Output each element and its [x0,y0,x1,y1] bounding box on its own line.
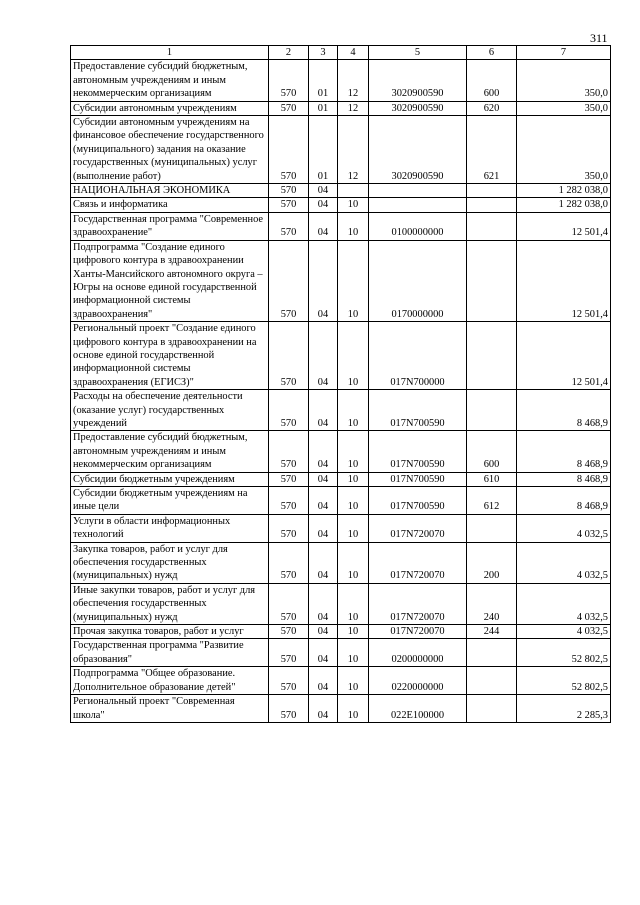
cell-sum: 8 468,9 [517,390,611,431]
cell-name: Государственная программа "Современное здравоохранение" [71,212,269,240]
cell-podrazdel: 12 [338,60,369,101]
cell-expense-type: 610 [467,472,517,486]
cell-name: НАЦИОНАЛЬНАЯ ЭКОНОМИКА [71,184,269,198]
cell-podrazdel: 10 [338,212,369,240]
cell-name: Субсидии автономным учреждениям на финансовое обеспечение государственного (муниципального) задания на оказание государственных (муниципальных) услуг (выполнение работ) [71,116,269,184]
table-row [71,667,611,695]
table-row [71,116,611,184]
cell-target-article: 0170000000 [369,240,467,321]
cell-razdel: 04 [309,198,338,212]
cell-razdel: 01 [309,116,338,184]
cell-target-article [369,184,467,198]
table-row [71,390,611,431]
cell-target-article: 017N720070 [369,583,467,624]
cell-target-article: 017N700000 [369,322,467,390]
cell-podrazdel: 10 [338,472,369,486]
cell-target-article: 022E100000 [369,695,467,723]
cell-sum: 52 802,5 [517,667,611,695]
table-row [71,212,611,240]
cell-podrazdel: 12 [338,116,369,184]
cell-name: Субсидии бюджетным учреждениям на иные цели [71,487,269,515]
cell-sum: 12 501,4 [517,322,611,390]
cell-vedomstvo: 570 [269,116,309,184]
cell-razdel: 04 [309,212,338,240]
cell-expense-type: 244 [467,625,517,639]
cell-razdel: 04 [309,240,338,321]
cell-podrazdel: 10 [338,514,369,542]
header-col-5: 5 [369,46,467,60]
cell-name: Предоставление субсидий бюджетным, автономным учреждениям и иным некоммерческим организациям [71,60,269,101]
cell-razdel: 04 [309,184,338,198]
cell-target-article: 017N720070 [369,514,467,542]
header-col-7: 7 [517,46,611,60]
cell-sum: 350,0 [517,60,611,101]
cell-target-article: 017N720070 [369,542,467,583]
table-row [71,583,611,624]
cell-name: Прочая закупка товаров, работ и услуг [71,625,269,639]
table-row [71,542,611,583]
cell-target-article: 3020900590 [369,60,467,101]
page-number: 311 [590,31,608,45]
cell-podrazdel: 10 [338,695,369,723]
cell-expense-type: 620 [467,101,517,115]
cell-vedomstvo: 570 [269,101,309,115]
cell-expense-type [467,240,517,321]
cell-name: Закупка товаров, работ и услуг для обеспечения государственных (муниципальных) нужд [71,542,269,583]
cell-sum: 2 285,3 [517,695,611,723]
cell-sum: 4 032,5 [517,514,611,542]
cell-expense-type [467,695,517,723]
cell-target-article: 017N700590 [369,431,467,472]
table-row [71,431,611,472]
header-col-4: 4 [338,46,369,60]
cell-sum: 4 032,5 [517,583,611,624]
cell-expense-type [467,639,517,667]
cell-razdel: 04 [309,625,338,639]
cell-vedomstvo: 570 [269,431,309,472]
cell-target-article [369,198,467,212]
cell-podrazdel: 10 [338,240,369,321]
table-row [71,695,611,723]
cell-vedomstvo: 570 [269,60,309,101]
cell-target-article: 0200000000 [369,639,467,667]
cell-name: Государственная программа "Развитие образования" [71,639,269,667]
cell-target-article: 017N720070 [369,625,467,639]
cell-razdel: 04 [309,322,338,390]
cell-target-article: 0220000000 [369,667,467,695]
cell-target-article: 3020900590 [369,101,467,115]
cell-razdel: 04 [309,583,338,624]
cell-name: Расходы на обеспечение деятельности (оказание услуг) государственных учреждений [71,390,269,431]
table-row [71,322,611,390]
cell-podrazdel: 10 [338,431,369,472]
cell-razdel: 04 [309,390,338,431]
table-row [71,514,611,542]
cell-vedomstvo: 570 [269,695,309,723]
cell-name: Региональный проект "Современная школа" [71,695,269,723]
cell-sum: 1 282 038,0 [517,184,611,198]
cell-sum: 350,0 [517,116,611,184]
cell-razdel: 04 [309,667,338,695]
cell-expense-type: 600 [467,431,517,472]
cell-razdel: 04 [309,542,338,583]
cell-podrazdel: 10 [338,487,369,515]
cell-expense-type [467,667,517,695]
cell-razdel: 04 [309,514,338,542]
cell-expense-type: 621 [467,116,517,184]
cell-name: Связь и информатика [71,198,269,212]
cell-sum: 1 282 038,0 [517,198,611,212]
cell-sum: 8 468,9 [517,472,611,486]
table-row [71,101,611,115]
cell-name: Услуги в области информационных технологий [71,514,269,542]
cell-vedomstvo: 570 [269,639,309,667]
table-row [71,60,611,101]
cell-target-article: 017N700590 [369,472,467,486]
cell-target-article: 017N700590 [369,487,467,515]
cell-razdel: 04 [309,695,338,723]
cell-vedomstvo: 570 [269,322,309,390]
cell-vedomstvo: 570 [269,667,309,695]
cell-vedomstvo: 570 [269,184,309,198]
cell-vedomstvo: 570 [269,240,309,321]
cell-sum: 4 032,5 [517,625,611,639]
cell-sum: 12 501,4 [517,212,611,240]
cell-razdel: 04 [309,431,338,472]
header-col-6: 6 [467,46,517,60]
cell-podrazdel: 10 [338,583,369,624]
cell-expense-type: 600 [467,60,517,101]
cell-podrazdel: 10 [338,542,369,583]
cell-name: Подпрограмма "Общее образование. Дополнительное образование детей" [71,667,269,695]
cell-sum: 8 468,9 [517,431,611,472]
cell-podrazdel [338,184,369,198]
cell-vedomstvo: 570 [269,212,309,240]
header-col-2: 2 [269,46,309,60]
cell-podrazdel: 10 [338,625,369,639]
cell-podrazdel: 12 [338,101,369,115]
cell-name: Предоставление субсидий бюджетным, автономным учреждениям и иным некоммерческим организациям [71,431,269,472]
cell-razdel: 01 [309,101,338,115]
table-row [71,240,611,321]
cell-podrazdel: 10 [338,390,369,431]
cell-vedomstvo: 570 [269,487,309,515]
cell-expense-type [467,184,517,198]
cell-sum: 12 501,4 [517,240,611,321]
cell-expense-type: 240 [467,583,517,624]
cell-razdel: 04 [309,472,338,486]
cell-vedomstvo: 570 [269,542,309,583]
table-row [71,198,611,212]
cell-razdel: 01 [309,60,338,101]
table-row [71,472,611,486]
cell-vedomstvo: 570 [269,390,309,431]
cell-name: Субсидии автономным учреждениям [71,101,269,115]
cell-sum: 350,0 [517,101,611,115]
cell-target-article: 017N700590 [369,390,467,431]
header-col-1: 1 [71,46,269,60]
cell-name: Региональный проект "Создание единого цифрового контура в здравоохранении на основе единой государственной информационной системы здравоохранения (ЕГИСЗ)" [71,322,269,390]
cell-podrazdel: 10 [338,667,369,695]
header-row [71,46,611,60]
cell-vedomstvo: 570 [269,472,309,486]
table-row [71,639,611,667]
cell-name: Подпрограмма "Создание единого цифрового контура в здравоохранении Ханты-Мансийского автономного округа – Югры на основе единой государственной информационной системы здравоохранения" [71,240,269,321]
cell-vedomstvo: 570 [269,514,309,542]
table-row [71,487,611,515]
cell-sum: 8 468,9 [517,487,611,515]
table-row [71,184,611,198]
cell-name: Иные закупки товаров, работ и услуг для обеспечения государственных (муниципальных) нужд [71,583,269,624]
cell-sum: 4 032,5 [517,542,611,583]
cell-podrazdel: 10 [338,639,369,667]
cell-target-article: 0100000000 [369,212,467,240]
budget-table [70,45,611,723]
cell-expense-type: 612 [467,487,517,515]
cell-vedomstvo: 570 [269,583,309,624]
cell-expense-type [467,212,517,240]
cell-expense-type [467,322,517,390]
cell-vedomstvo: 570 [269,198,309,212]
cell-expense-type [467,390,517,431]
header-col-3: 3 [309,46,338,60]
cell-vedomstvo: 570 [269,625,309,639]
cell-expense-type: 200 [467,542,517,583]
cell-expense-type [467,198,517,212]
cell-name: Субсидии бюджетным учреждениям [71,472,269,486]
cell-podrazdel: 10 [338,322,369,390]
cell-razdel: 04 [309,487,338,515]
cell-razdel: 04 [309,639,338,667]
cell-sum: 52 802,5 [517,639,611,667]
table-row [71,625,611,639]
cell-podrazdel: 10 [338,198,369,212]
table-body [71,60,611,723]
cell-expense-type [467,514,517,542]
cell-target-article: 3020900590 [369,116,467,184]
